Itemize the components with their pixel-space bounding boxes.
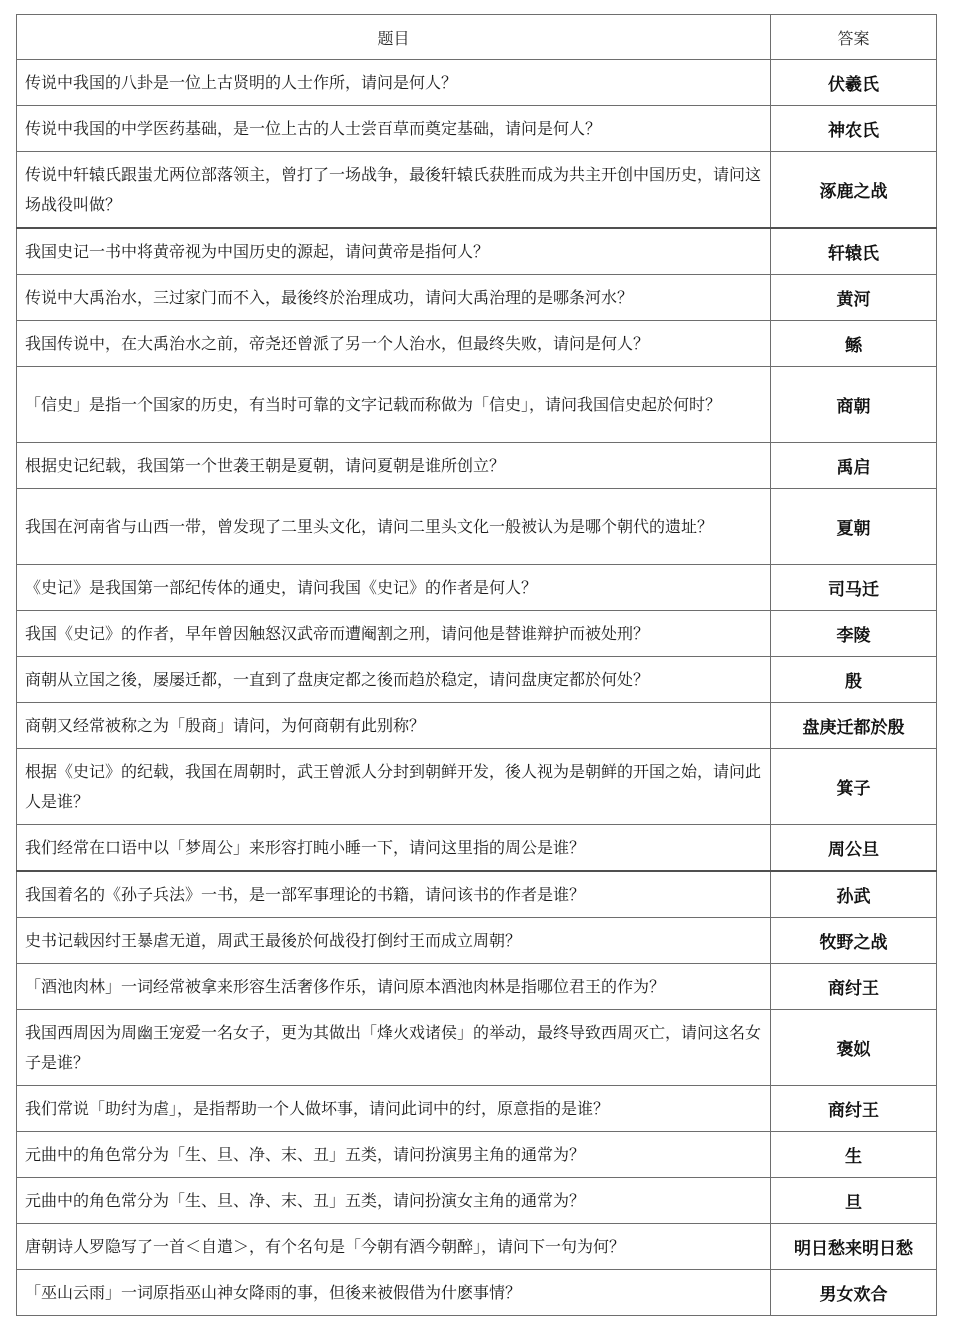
question-cell: 根据《史记》的纪载，我国在周朝时，武王曾派人分封到朝鲜开发，後人视为是朝鲜的开国之始，请问此人是谁？ [17,749,771,825]
quiz-table [16,14,937,1316]
table-row [17,1132,937,1178]
question-cell: 根据史记纪载，我国第一个世袭王朝是夏朝，请问夏朝是谁所创立？ [17,443,771,489]
answer-cell: 盘庚迁都於殷 [771,703,937,749]
answer-cell: 夏朝 [771,489,937,565]
table-row [17,703,937,749]
answer-cell: 男女欢合 [771,1270,937,1316]
answer-cell: 箕子 [771,749,937,825]
question-cell: 传说中大禹治水，三过家门而不入，最後终於治理成功，请问大禹治理的是哪条河水？ [17,275,771,321]
table-row [17,657,937,703]
question-cell: 传说中轩辕氏跟蚩尤两位部落领主，曾打了一场战争，最後轩辕氏获胜而成为共主开创中国历史，请问这场战役叫做？ [17,152,771,229]
quiz-sheet [16,14,936,1316]
answer-cell: 黄河 [771,275,937,321]
table-row [17,964,937,1010]
table-row [17,228,937,275]
table-row [17,1178,937,1224]
question-cell: 我国着名的《孙子兵法》一书，是一部军事理论的书籍，请问该书的作者是谁？ [17,871,771,918]
answer-column-header: 答案 [771,15,937,60]
question-cell: 我国在河南省与山西一带，曾发现了二里头文化，请问二里头文化一般被认为是哪个朝代的遗址？ [17,489,771,565]
answer-cell: 李陵 [771,611,937,657]
answer-cell: 轩辕氏 [771,228,937,275]
answer-cell: 司马迁 [771,565,937,611]
answer-cell: 神农氏 [771,106,937,152]
question-cell: 我国史记一书中将黄帝视为中国历史的源起，请问黄帝是指何人？ [17,228,771,275]
question-cell: 我国西周因为周幽王宠爱一名女子，更为其做出「烽火戏诸侯」的举动，最终导致西周灭亡，请问这名女子是谁？ [17,1010,771,1086]
table-row [17,275,937,321]
question-cell: 元曲中的角色常分为「生、旦、净、末、丑」五类，请问扮演女主角的通常为？ [17,1178,771,1224]
answer-cell: 商朝 [771,367,937,443]
table-row [17,60,937,106]
question-cell: 我国传说中，在大禹治水之前，帝尧还曾派了另一个人治水，但最终失败，请问是何人？ [17,321,771,367]
answer-cell: 涿鹿之战 [771,152,937,229]
question-cell: 「酒池肉林」一词经常被拿来形容生活奢侈作乐，请问原本酒池肉林是指哪位君王的作为？ [17,964,771,1010]
table-row [17,1086,937,1132]
table-row [17,918,937,964]
table-row [17,321,937,367]
answer-cell: 殷 [771,657,937,703]
answer-cell: 旦 [771,1178,937,1224]
question-cell: 《史记》是我国第一部纪传体的通史，请问我国《史记》的作者是何人？ [17,565,771,611]
question-cell: 商朝又经常被称之为「殷商」请问，为何商朝有此别称？ [17,703,771,749]
answer-cell: 商纣王 [771,964,937,1010]
answer-cell: 褒姒 [771,1010,937,1086]
table-row [17,825,937,872]
question-cell: 史书记载因纣王暴虐无道，周武王最後於何战役打倒纣王而成立周朝？ [17,918,771,964]
question-cell: 「巫山云雨」一词原指巫山神女降雨的事，但後来被假借为什麽事情？ [17,1270,771,1316]
answer-cell: 牧野之战 [771,918,937,964]
table-row [17,443,937,489]
question-cell: 传说中我国的中学医药基础，是一位上古的人士尝百草而奠定基础，请问是何人？ [17,106,771,152]
question-cell: 传说中我国的八卦是一位上古贤明的人士作所，请问是何人？ [17,60,771,106]
table-row [17,106,937,152]
question-cell: 「信史」是指一个国家的历史，有当时可靠的文字记载而称做为「信史」，请问我国信史起於何时？ [17,367,771,443]
table-row [17,367,937,443]
table-row [17,1270,937,1316]
question-cell: 我国《史记》的作者，早年曾因触怒汉武帝而遭阉割之刑，请问他是替谁辩护而被处刑？ [17,611,771,657]
question-cell: 我们常说「助纣为虐」，是指帮助一个人做坏事，请问此词中的纣，原意指的是谁？ [17,1086,771,1132]
question-cell: 元曲中的角色常分为「生、旦、净、末、丑」五类，请问扮演男主角的通常为？ [17,1132,771,1178]
answer-cell: 明日愁来明日愁 [771,1224,937,1270]
answer-cell: 孙武 [771,871,937,918]
table-row [17,1224,937,1270]
table-row [17,871,937,918]
answer-cell: 禹启 [771,443,937,489]
question-column-header: 题目 [17,15,771,60]
table-row [17,749,937,825]
table-row [17,1010,937,1086]
table-row [17,565,937,611]
question-cell: 唐朝诗人罗隐写了一首＜自遣＞，有个名句是「今朝有酒今朝醉」，请问下一句为何？ [17,1224,771,1270]
answer-cell: 伏羲氏 [771,60,937,106]
answer-cell: 生 [771,1132,937,1178]
question-cell: 商朝从立国之後，屡屡迁都，一直到了盘庚定都之後而趋於稳定，请问盘庚定都於何处？ [17,657,771,703]
answer-cell: 鲧 [771,321,937,367]
answer-cell: 商纣王 [771,1086,937,1132]
table-row [17,152,937,229]
answer-cell: 周公旦 [771,825,937,872]
table-row [17,611,937,657]
question-cell: 我们经常在口语中以「梦周公」来形容打盹小睡一下，请问这里指的周公是谁？ [17,825,771,872]
table-row [17,489,937,565]
header-row [17,15,937,60]
